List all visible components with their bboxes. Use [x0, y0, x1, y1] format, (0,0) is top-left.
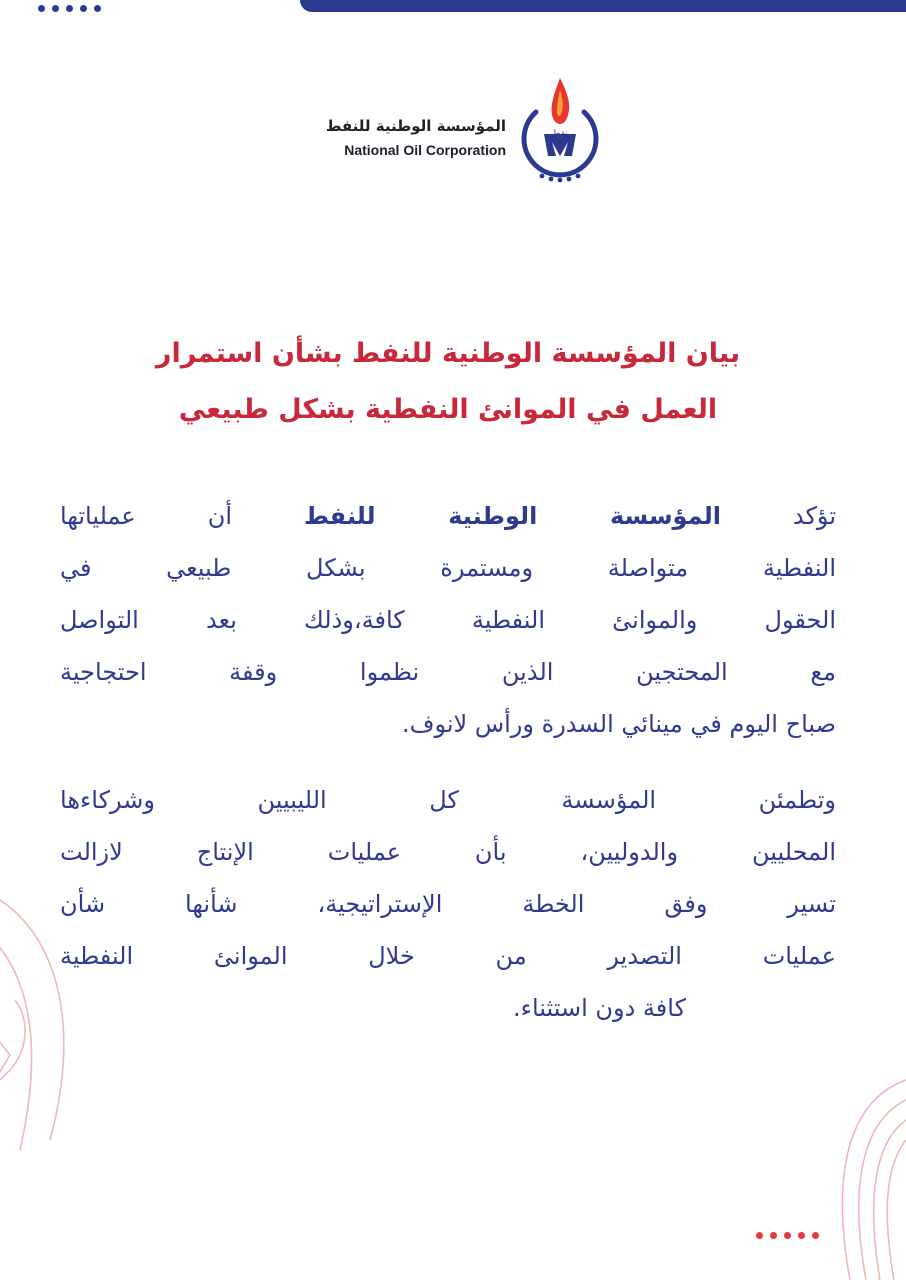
paragraph-2 [60, 774, 836, 1034]
para2-line-2: المحليين والدوليين، بأن عمليات الإنتاج لازالت [60, 838, 836, 866]
svg-text:نفط: نفط [552, 129, 568, 139]
para1-line-4: مع المحتجين الذين نظموا وقفة احتجاجية [60, 658, 836, 686]
org-name-arabic: المؤسسة الوطنية للنفط [325, 117, 506, 135]
para2-line-5: كافة دون استثناء. [513, 994, 686, 1022]
org-logo [300, 72, 610, 184]
para2-line-4: عمليات التصدير من خلال الموانئ النفطية [60, 942, 836, 970]
title-line-2: العمل في الموانئ النفطية بشكل طبيعي [178, 394, 718, 425]
top-dots-icon [38, 5, 101, 12]
title-line-1: بيان المؤسسة الوطنية للنفط بشأن استمرار [155, 338, 741, 369]
flame-logo-icon [512, 72, 608, 184]
top-accent-bar [300, 0, 906, 12]
para1-line-1-end: أن عملياتها [60, 502, 304, 530]
statement-title [60, 326, 836, 438]
para1-line-5: صباح اليوم في مينائي السدرة ورأس لانوف. [401, 710, 836, 738]
para1-line-1 [60, 490, 836, 542]
org-name-english: National Oil Corporation [344, 142, 506, 158]
paragraph-1 [60, 490, 836, 750]
decorative-arcs-right [810, 1070, 906, 1280]
para1-line-2: النفطية متواصلة ومستمرة بشكل طبيعي في [60, 554, 836, 582]
bottom-dots-icon [756, 1232, 819, 1239]
para2-line-1: وتطمئن المؤسسة كل الليبيين وشركاءها [60, 786, 836, 814]
org-name-bold: المؤسسة الوطنية للنفط [303, 502, 721, 530]
para2-line-3: تسير وفق الخطة الإستراتيجية، شأنها شأن [60, 890, 836, 918]
para1-line-3: الحقول والموانئ النفطية كافة،وذلك بعد التواصل [60, 606, 836, 634]
para1-line-1-start: تؤكد [720, 502, 837, 530]
